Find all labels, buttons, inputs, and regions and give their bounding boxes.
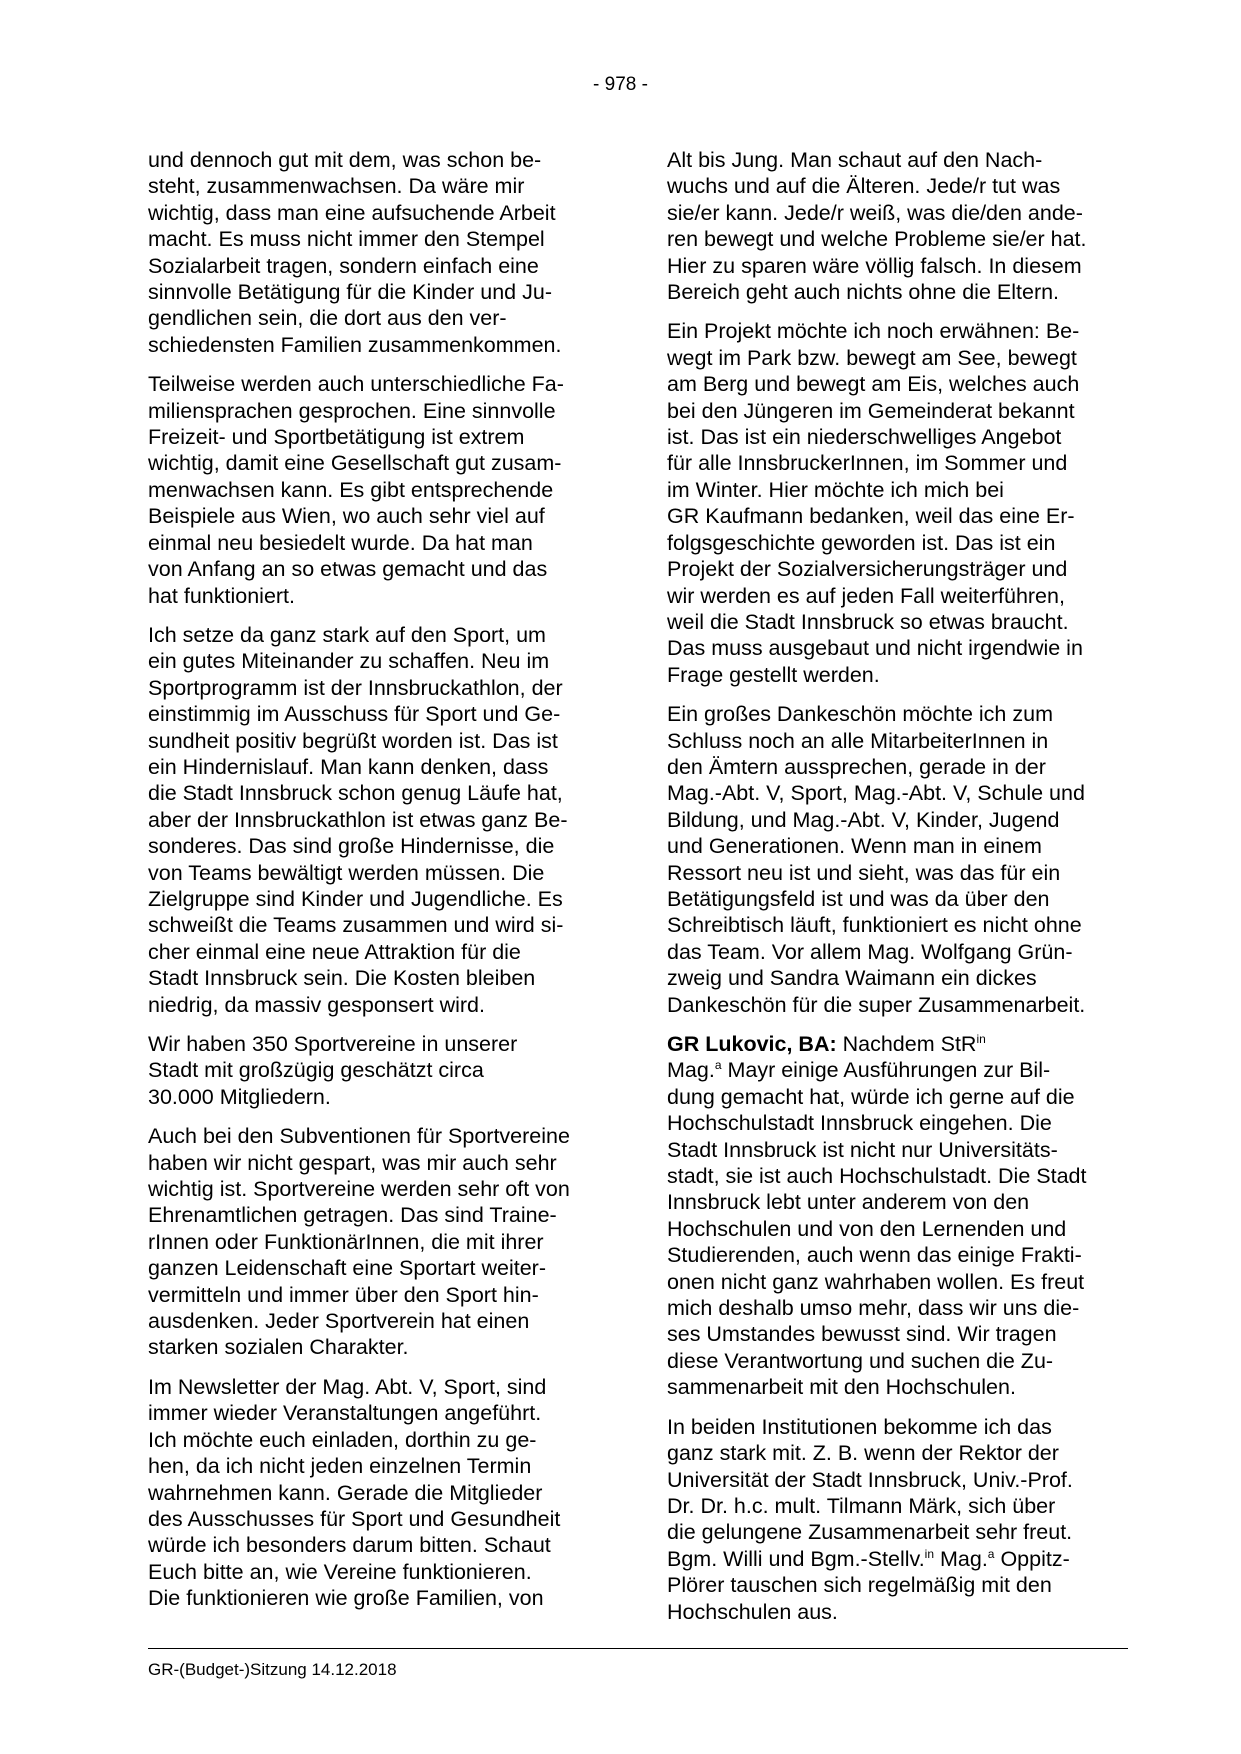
text-line: wichtig, dass man eine aufsuchende Arbeit <box>148 200 556 225</box>
text-line: steht, zusammenwachsen. Da wäre mir <box>148 174 525 199</box>
paragraph <box>667 701 1127 1018</box>
text-line: 30.000 Mitgliedern. <box>148 1084 331 1109</box>
text-line: Ich setze da ganz stark auf den Sport, um <box>148 622 546 647</box>
text-line: Dankeschön für die super Zusammenarbeit. <box>667 992 1086 1017</box>
text-line: Dr. Dr. h.c. mult. Tilmann Märk, sich über <box>667 1493 1056 1518</box>
text-line: schweißt die Teams zusammen und wird si- <box>148 913 564 938</box>
text-line: ren bewegt und welche Probleme sie/er hat. <box>667 227 1087 252</box>
superscript: a <box>714 1058 722 1073</box>
text-line: Euch bitte an, wie Vereine funktionieren. <box>148 1559 532 1584</box>
text-line: In beiden Institutionen bekomme ich das <box>667 1414 1052 1439</box>
text-line: schiedensten Familien zusammenkommen. <box>148 332 562 357</box>
paragraph <box>148 1123 598 1361</box>
text-line: Teilweise werden auch unterschiedliche Fa- <box>148 372 564 397</box>
text-line: immer wieder Veranstaltungen angeführt. <box>148 1401 542 1426</box>
text-fragment: Mag. <box>667 1058 715 1083</box>
text-line: wuchs und auf die Älteren. Jede/r tut was <box>667 174 1061 199</box>
text-line: cher einmal eine neue Attraktion für die <box>148 939 521 964</box>
text-line: macht. Es muss nicht immer den Stempel <box>148 227 545 252</box>
text-line: sammenarbeit mit den Hochschulen. <box>667 1375 1016 1400</box>
paragraph <box>148 622 598 1018</box>
text-line: onen nicht ganz wahrhaben wollen. Es freut <box>667 1269 1085 1294</box>
text-line: Studierenden, auch wenn das einige Frakti- <box>667 1243 1082 1268</box>
text-line: Stadt Innsbruck ist nicht nur Universitäts- <box>667 1137 1058 1162</box>
text-line: von Teams bewältigt werden müssen. Die <box>148 860 545 885</box>
text-line: am Berg und bewegt am Eis, welches auch <box>667 372 1080 397</box>
text-line: Beispiele aus Wien, wo auch sehr viel auf <box>148 504 545 529</box>
text-line: und dennoch gut mit dem, was schon be- <box>148 148 542 172</box>
text-line: und Generationen. Wenn man in einem <box>667 834 1042 859</box>
text-line: haben wir nicht gespart, was mir auch sehr <box>148 1150 557 1175</box>
text-line: Hochschulstadt Innsbruck eingehen. Die <box>667 1111 1052 1136</box>
paragraph <box>148 1031 598 1110</box>
text-line: das Team. Vor allem Mag. Wolfgang Grün- <box>667 939 1073 964</box>
footer-session-date: GR-(Budget-)Sitzung 14.12.2018 <box>148 1660 397 1679</box>
text-line: die gelungene Zusammenarbeit sehr freut. <box>667 1520 1073 1545</box>
text-line <box>667 1031 1127 1057</box>
text-line: Sozialarbeit tragen, sondern einfach eine <box>148 253 539 278</box>
text-line: im Winter. Hier möchte ich mich bei <box>667 477 1004 502</box>
text-line: weil die Stadt Innsbruck so etwas braucht. <box>667 609 1069 634</box>
text-line: Freizeit- und Sportbetätigung ist extrem <box>148 425 525 450</box>
text-line: Ressort neu ist und sieht, was das für ein <box>667 860 1061 885</box>
text-line: sonderes. Das sind große Hindernisse, die <box>148 834 555 859</box>
text-line: Auch bei den Subventionen für Sportvereine <box>148 1124 570 1149</box>
text-line: wichtig ist. Sportvereine werden sehr oft von <box>148 1177 570 1202</box>
text-line: Ehrenamtlichen getragen. Das sind Traine- <box>148 1203 557 1228</box>
text-line: Stadt Innsbruck sein. Die Kosten bleiben <box>148 966 536 991</box>
text-line: wichtig, damit eine Gesellschaft gut zusam- <box>148 451 562 476</box>
paragraph <box>667 1414 1127 1625</box>
text-line: Schluss noch an alle MitarbeiterInnen in <box>667 728 1049 753</box>
text-line: hat funktioniert. <box>148 583 296 608</box>
text-line: dung gemacht hat, würde ich gerne auf die <box>667 1084 1075 1109</box>
text-line: Ein großes Dankeschön möchte ich zum <box>667 702 1053 727</box>
text-line: folgsgeschichte geworden ist. Das ist ein <box>667 530 1056 555</box>
paragraph <box>667 318 1127 688</box>
text-line: Bildung, und Mag.-Abt. V, Kinder, Jugend <box>667 807 1060 832</box>
text-line: Innsbruck lebt unter anderem von den <box>667 1190 1030 1215</box>
text-line: zweig und Sandra Waimann ein dickes <box>667 966 1037 991</box>
text-line: gendlichen sein, die dort aus den ver- <box>148 306 507 331</box>
text-line: Schreibtisch läuft, funktioniert es nicht ohne <box>667 913 1082 938</box>
text-line: Projekt der Sozialversicherungsträger und <box>667 557 1068 582</box>
text-line: wahrnehmen kann. Gerade die Mitglieder <box>148 1480 543 1505</box>
text-line: ein gutes Miteinander zu schaffen. Neu im <box>148 649 550 674</box>
text-line: GR Kaufmann bedanken, weil das eine Er- <box>667 504 1075 529</box>
text-fragment: Bgm. Willi und Bgm.-Stellv. <box>667 1546 925 1571</box>
text-line: sinnvolle Betätigung für die Kinder und Ju- <box>148 280 552 305</box>
text-line: Das muss ausgebaut und nicht irgendwie in <box>667 636 1083 661</box>
text-line: Plörer tauschen sich regelmäßig mit den <box>667 1573 1052 1598</box>
paragraph <box>667 147 1127 305</box>
superscript: in <box>924 1546 935 1561</box>
text-line: Stadt mit großzügig geschätzt circa <box>148 1058 484 1083</box>
text-line: einstimmig im Ausschuss für Sport und Ge- <box>148 702 561 727</box>
paragraph <box>148 147 598 358</box>
text-line: würde ich besonders darum bitten. Schaut <box>148 1533 551 1558</box>
text-line: Sportprogramm ist der Innsbruckathlon, der <box>148 675 563 700</box>
speaker-paragraph <box>667 1031 1127 1401</box>
superscript: a <box>987 1546 995 1561</box>
paragraph <box>148 371 598 609</box>
text-line: Wir haben 350 Sportvereine in unserer <box>148 1032 518 1056</box>
text-line: sie/er kann. Jede/r weiß, was die/den ande- <box>667 200 1083 225</box>
text-line: ganz stark mit. Z. B. wenn der Rektor der <box>667 1441 1059 1466</box>
page-number: - 978 - <box>593 74 648 95</box>
text-line: ganzen Leidenschaft eine Sportart weiter- <box>148 1256 546 1281</box>
text-line: Im Newsletter der Mag. Abt. V, Sport, sind <box>148 1374 547 1399</box>
text-line: aber der Innsbruckathlon ist etwas ganz Be- <box>148 807 568 832</box>
text-line: Universität der Stadt Innsbruck, Univ.-Prof. <box>667 1467 1073 1492</box>
text-line: Die funktionieren wie große Familien, von <box>148 1586 544 1611</box>
footer-divider <box>148 1648 1128 1649</box>
text-line: ein Hindernislauf. Man kann denken, dass <box>148 754 549 779</box>
text-line: des Ausschusses für Sport und Gesundheit <box>148 1506 561 1531</box>
text-line: hen, da ich nicht jeden einzelnen Termin <box>148 1454 532 1479</box>
text-line: Zielgruppe sind Kinder und Jugendliche. Es <box>148 886 563 911</box>
text-line: niedrig, da massiv gesponsert wird. <box>148 992 485 1017</box>
text-line: diese Verantwortung und suchen die Zu- <box>667 1348 1054 1373</box>
text-line: mich deshalb umso mehr, dass wir uns die- <box>667 1296 1080 1321</box>
text-line: menwachsen kann. Es gibt entsprechende <box>148 477 554 502</box>
left-column <box>148 147 598 1625</box>
text-fragment: Mayr einige Ausführungen zur Bil- <box>721 1058 1051 1083</box>
text-line: ist. Das ist ein niederschwelliges Angebot <box>667 425 1062 450</box>
text-line: vermitteln und immer über den Sport hin- <box>148 1282 539 1307</box>
text-line <box>667 1546 1127 1572</box>
text-line: Ein Projekt möchte ich noch erwähnen: Be- <box>667 319 1080 344</box>
text-line: für alle InnsbruckerInnen, im Sommer und <box>667 451 1068 476</box>
text-line: wegt im Park bzw. bewegt am See, bewegt <box>667 345 1077 370</box>
text-line: die Stadt Innsbruck schon genug Läufe hat, <box>148 781 563 806</box>
text-line: Bereich geht auch nichts ohne die Eltern. <box>667 280 1060 305</box>
text-line: Alt bis Jung. Man schaut auf den Nach- <box>667 148 1043 172</box>
text-line: Hier zu sparen wäre völlig falsch. In diesem <box>667 253 1082 278</box>
text-line: ausdenken. Jeder Sportverein hat einen <box>148 1309 530 1334</box>
superscript: in <box>976 1032 986 1046</box>
text-line: einmal neu besiedelt wurde. Da hat man <box>148 530 533 555</box>
right-column <box>667 147 1127 1638</box>
text-line: den Ämtern aussprechen, gerade in der <box>667 754 1046 779</box>
text-line: wir werden es auf jeden Fall weiterführen, <box>667 583 1065 608</box>
text-line: Mag.-Abt. V, Sport, Mag.-Abt. V, Schule und <box>667 781 1085 806</box>
text-fragment: Nachdem StR <box>836 1032 977 1056</box>
text-line: starken sozialen Charakter. <box>148 1335 409 1360</box>
text-line: Ich möchte euch einladen, dorthin zu ge- <box>148 1427 537 1452</box>
text-line: Frage gestellt werden. <box>667 662 880 687</box>
text-line: sundheit positiv begrüßt worden ist. Das ist <box>148 728 558 753</box>
text-line: von Anfang an so etwas gemacht und das <box>148 557 548 582</box>
paragraph <box>148 1374 598 1612</box>
text-line: stadt, sie ist auch Hochschulstadt. Die Stadt <box>667 1164 1087 1189</box>
text-line: Hochschulen und von den Lernenden und <box>667 1216 1067 1241</box>
text-line: ses Umstandes bewusst sind. Wir tragen <box>667 1322 1057 1347</box>
text-line: Betätigungsfeld ist und was da über den <box>667 886 1050 911</box>
text-line: bei den Jüngeren im Gemeinderat bekannt <box>667 398 1075 423</box>
text-line: rInnen oder FunktionärInnen, die mit ihrer <box>148 1229 544 1254</box>
text-line <box>667 1057 1127 1083</box>
text-fragment: Oppitz- <box>994 1546 1070 1571</box>
speaker-name: GR Lukovic, BA: <box>667 1032 837 1056</box>
text-line: miliensprachen gesprochen. Eine sinnvolle <box>148 398 556 423</box>
text-line: Hochschulen aus. <box>667 1599 838 1624</box>
text-fragment: Mag. <box>934 1546 988 1571</box>
